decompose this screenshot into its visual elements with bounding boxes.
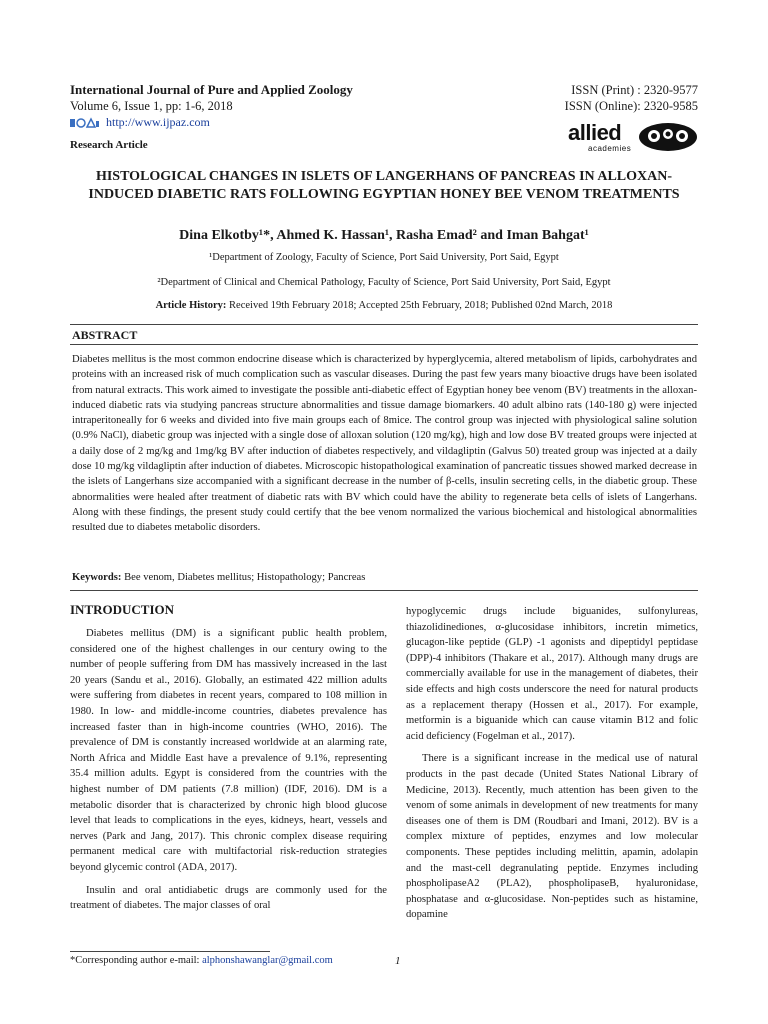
journal-header xyxy=(70,82,470,151)
abstract-heading: ABSTRACT xyxy=(72,328,138,342)
affiliation-2: ²Department of Clinical and Chemical Pathology, Faculty of Science, Port Said University, Port Said, Egypt xyxy=(157,277,611,288)
history-label: Article History: xyxy=(155,300,227,311)
body-column-left xyxy=(70,626,387,914)
logo-sub: academies xyxy=(588,144,632,153)
paragraph: Insulin and oral antidiabetic drugs are commonly used for the treatment of diabetes. The major classes of oral xyxy=(70,884,387,912)
section-heading-introduction: INTRODUCTION xyxy=(70,602,175,617)
corresponding-author-note xyxy=(70,955,333,966)
paragraph: Diabetes mellitus (DM) is a significant public health problem, considered one of the highest challenges in our century owing to the number of people suffering from DM has massively increased in the last 20 years (Sandu et al., 2016). Globally, an estimated 422 million adults were suffering from diabetes in recent years, compared to 108 million in 1980. In low- and middle-income countries, diabetes prevalence has increased faster than in high-income countries (WHO, 2016). The prevalence of DM is constantly increased worldwide at an alarming rate, North Africa and Middle East have a prevalence of 9.1%, representing 35.4 million adults. Egypt is considered from the countries with the highest number of DM patients (7.8 million) (IDF, 2016). DM is a metabolic disorder that is characterized by chronic high blood glucose level that leads to complications in the eyes, kidneys, heart, vessels and nerves (Park and Jang, 2017). This chronic complex disease requiring permanent medical care with multifactorial risk-reduction strategies beyond glycemic control (ADA, 2017). xyxy=(70,628,387,873)
issn-block xyxy=(458,82,698,114)
issn-print: ISSN (Print) : 2320-9577 xyxy=(571,83,698,97)
author-email-link[interactable]: alphonshawanglar@gmail.com xyxy=(202,955,333,966)
journal-title: International Journal of Pure and Applied Zoology xyxy=(70,82,353,97)
divider xyxy=(70,590,698,591)
abstract-text: Diabetes mellitus is the most common endocrine disease which is characterized by hyperglycemia, altered metabolism of lipids, carbohydrates and proteins with an increased risk of much complication such as vascular diseases. During the past few years many bioactive drugs have been isolated from natural extracts. This work aimed to investigate the possible anti-diabetic effect of Egyptian honey bee venom (BV) treatments in the alloxan-induced diabetic rats via studying pancreas structure abnormalities and tissue damage biomarkers. 40 adult albino rats (140-180 g) were injected intraperitoneally for 6 weeks and divided into five main groups each of 8mice. The control group was injected with physiological saline solution (0.9% NaCl), diabetic group was injected with a single dose of alloxan solution (120 mg/kg), high and low dose BV treated groups were injected at a daily dose of 2 mg/kg and 1mg/kg BV after induction of diabetes respectively, and vildagliptin (Galvus 50) treated group was injected at a daily dose 10 mg/kg vildagliptin after induction of diabetes. Microscopic histopathological examination of pancreatic tissues showed marked decrease in the islets of Langerhans size accompanied with a significant decrease in the number of β-cells, insulin secreting cells, in the diabetic group. These abnormalities were healed after treatment of diabetic rats with BV which could have the ability to regenerate beta cells of islets of Langerhans. Along with these findings, the present study could certify that the bee venom normalized the various biochemical and histological abnormalities resulted due to diabetes metabolic disorders. xyxy=(72,354,697,534)
paper-title: HISTOLOGICAL CHANGES IN ISLETS OF LANGERHANS OF PANCREAS IN ALLOXAN-INDUCED DIABETIC RATS FOLLOWING EGYPTIAN HONEY BEE VENOM TREATMENTS xyxy=(88,169,680,202)
author-list: Dina Elkotby¹*, Ahmed K. Hassan¹, Rasha Emad² and Iman Bahgat¹ xyxy=(179,228,589,243)
footnote-label: *Corresponding author e-mail: xyxy=(70,955,200,966)
paragraph: hypoglycemic drugs include biguanides, sulfonylureas, thiazolidinediones, α-glucosidase inhibitors, incretin mimetics, glucagon-like peptide (GLP) -1 agonists and dipeptidyl peptidase (DPP)-4 inhibitors (Thakare et al., 2017). Although many drugs are commercially available for use in the management of diabetes, their side effects and high costs underscore the need for natural products as a replacement therapy (Hossen et al., 2017). For example, metformin is a biguanide which can cause vitamin B12 and folic acid deficiency (Fogelman et al., 2017). xyxy=(406,606,698,742)
article-history xyxy=(70,300,698,311)
journal-url-row xyxy=(70,115,470,130)
logo-emblem-icon xyxy=(638,122,698,152)
page-number: 1 xyxy=(395,955,401,967)
journal-url-link[interactable]: http://www.ijpaz.com xyxy=(106,115,210,129)
keywords-text: Bee venom, Diabetes mellitus; Histopathology; Pancreas xyxy=(124,572,366,583)
body-column-right xyxy=(406,604,698,923)
keywords xyxy=(72,572,365,583)
history-text: Received 19th February 2018; Accepted 25th February, 2018; Published 02nd March, 2018 xyxy=(229,300,613,311)
journal-volume: Volume 6, Issue 1, pp: 1-6, 2018 xyxy=(70,99,233,113)
journal-logo-icon xyxy=(70,117,100,129)
issn-online: ISSN (Online): 2320-9585 xyxy=(564,99,698,113)
keywords-label: Keywords: xyxy=(72,572,122,583)
divider xyxy=(70,324,698,325)
publisher-logo xyxy=(568,120,698,160)
affiliation-1: ¹Department of Zoology, Faculty of Science, Port Said University, Port Said, Egypt xyxy=(209,252,559,263)
paragraph: There is a significant increase in the medical use of natural products in the past decade (United States National Library of Medicine, 2013). Recently, much attention has been given to the venom of some animals in development of new treatments for many diseases one of them is DM (Roudbari and Imani, 2012). BV is a complex mixture of peptides, enzymes and low molecular components. These peptides including melittin, apamin, adolapin and the mast-cell degranulating peptide. Enzymes including phospholipaseA2 (PLA2), phospholipaseB, hyaluronidase, phosphatase and α-glucosidase. Non-peptides such as histamine, dopamine xyxy=(406,753,698,921)
divider xyxy=(70,344,698,345)
footnote-divider xyxy=(70,951,270,952)
logo-word: allied xyxy=(568,120,622,145)
article-type: Research Article xyxy=(70,139,148,151)
